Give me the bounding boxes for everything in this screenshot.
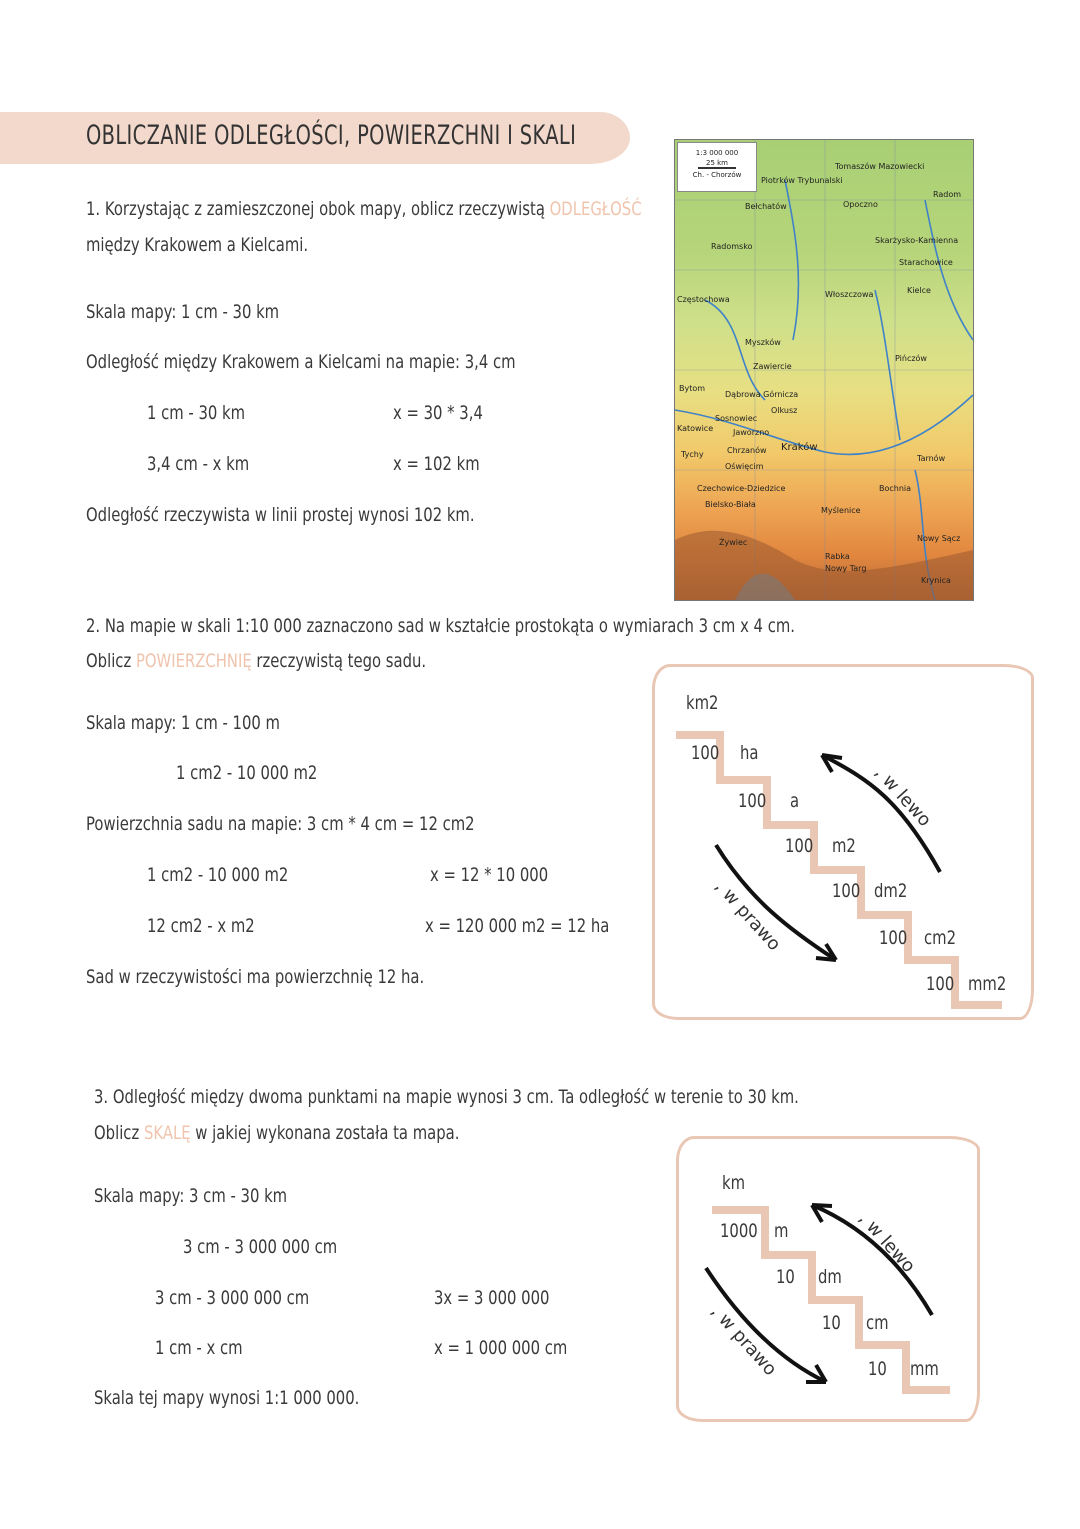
task3-conv: 3 cm - 3 000 000 cm — [183, 1236, 338, 1258]
map-graphics — [675, 140, 973, 600]
unit-mm: mm — [910, 1358, 939, 1380]
unit-ha: ha — [740, 742, 759, 764]
map-city: Nowy Sącz — [917, 534, 961, 543]
map-city: Opoczno — [843, 200, 878, 209]
task2-line1: 2. Na mapie w skali 1:10 000 zaznaczono sad w kształcie prostokąta o wymiarach 3 cm x 4 cm. — [86, 615, 795, 637]
task1-prop2-right: x = 102 km — [393, 453, 480, 475]
map-scale-ratio: 1:3 000 000 — [695, 149, 739, 157]
task1-line2: między Krakowem a Kielcami. — [86, 234, 309, 256]
task3-keyword: SKALĘ — [143, 1122, 191, 1144]
map-city: Bełchatów — [745, 202, 787, 211]
map-city: Sosnowiec — [715, 414, 758, 423]
task1-prop1-right: x = 30 * 3,4 — [393, 402, 483, 424]
label-right: , w prawo — [710, 875, 785, 956]
task3-line2 — [94, 1122, 459, 1144]
task3-text-a: Oblicz — [94, 1122, 140, 1144]
map-city: Dąbrowa Górnicza — [725, 390, 799, 399]
task3-prop2-right: x = 1 000 000 cm — [434, 1337, 568, 1359]
map-city: Myszków — [745, 338, 781, 347]
task3-scale: Skala mapy: 3 cm - 30 km — [94, 1185, 288, 1207]
map-city: Radom — [933, 190, 962, 199]
task3-prop2-left: 1 cm - x cm — [155, 1337, 243, 1359]
task1-scale: Skala mapy: 1 cm - 30 km — [86, 301, 280, 323]
task2-prop2-left: 12 cm2 - x m2 — [147, 915, 255, 937]
label-left: , w lewo — [870, 762, 936, 831]
factor: 100 — [879, 927, 908, 949]
task2-keyword: POWIERZCHNIĘ — [135, 650, 252, 672]
map-scale-bar: 25 km — [698, 159, 736, 169]
unit-km: km — [722, 1172, 746, 1194]
map-city: Jaworzno — [733, 428, 770, 437]
map-city: Częstochowa — [677, 295, 730, 304]
label-right: , w prawo — [706, 1300, 781, 1381]
task2-text-b: rzeczywistą tego sadu. — [256, 650, 427, 672]
physical-map — [674, 139, 974, 601]
map-city: Pińczów — [895, 354, 927, 363]
map-city: Starachowice — [899, 258, 953, 267]
map-city: Bytom — [679, 384, 706, 393]
task2-result: Sad w rzeczywistości ma powierzchnię 12 ha. — [86, 966, 425, 988]
task1-text: 1. Korzystając z zamieszczonej obok mapy, oblicz rzeczywistą — [86, 198, 545, 220]
map-city: Zawiercie — [753, 362, 792, 371]
map-city: Włoszczowa — [825, 290, 874, 299]
task2-map-area: Powierzchnia sadu na mapie: 3 cm * 4 cm = 12 cm2 — [86, 813, 475, 835]
factor: 100 — [691, 742, 720, 764]
map-city: Radomsko — [711, 242, 753, 251]
unit-m: m — [774, 1220, 789, 1242]
map-city: Piotrków Trybunalski — [761, 176, 843, 185]
map-city: Olkusz — [771, 406, 798, 415]
page-title: OBLICZANIE ODLEGŁOŚCI, POWIERZCHNI I SKALI — [86, 120, 577, 151]
factor: 10 — [776, 1266, 795, 1288]
factor: 10 — [868, 1358, 887, 1380]
map-city: Chrzanów — [727, 446, 767, 455]
unit-mm2: mm2 — [968, 973, 1007, 995]
task2-prop1-right: x = 12 * 10 000 — [430, 864, 549, 886]
map-city: Myślenice — [821, 506, 861, 515]
map-city: Żywiec — [719, 538, 748, 547]
task2-scale-sq: 1 cm2 - 10 000 m2 — [176, 762, 318, 784]
factor: 100 — [738, 790, 767, 812]
map-city-krakow: Kraków — [781, 442, 818, 453]
task3-text-b: w jakiej wykonana została ta mapa. — [195, 1122, 460, 1144]
factor: 100 — [832, 880, 861, 902]
task1-keyword: ODLEGŁOŚĆ — [549, 198, 642, 220]
task3-prop1-right: 3x = 3 000 000 — [434, 1287, 550, 1309]
map-legend — [677, 142, 757, 192]
map-city: Rabka — [825, 552, 850, 561]
map-city: Skarżysko-Kamienna — [875, 236, 959, 245]
map-city: Czechowice-Dziedzice — [697, 484, 786, 493]
task2-line2 — [86, 650, 426, 672]
map-abbrev: Ch. - Chorzów — [692, 171, 742, 179]
unit-dm2: dm2 — [874, 880, 908, 902]
map-city: Oświęcim — [725, 462, 764, 471]
unit-cm2: cm2 — [924, 927, 957, 949]
task1-prop2-left: 3,4 cm - x km — [147, 453, 250, 475]
factor: 100 — [926, 973, 955, 995]
map-city: Bochnia — [879, 484, 912, 493]
map-city: Tomaszów Mazowiecki — [835, 162, 925, 171]
factor: 10 — [822, 1312, 841, 1334]
task2-scale: Skala mapy: 1 cm - 100 m — [86, 712, 280, 734]
unit-a: a — [790, 790, 800, 812]
map-city: Katowice — [677, 424, 714, 433]
unit-m2: m2 — [832, 835, 856, 857]
task1-result: Odległość rzeczywista w linii prostej wynosi 102 km. — [86, 504, 475, 526]
task1-map-distance: Odległość między Krakowem a Kielcami na mapie: 3,4 cm — [86, 351, 516, 373]
task2-prop1-left: 1 cm2 - 10 000 m2 — [147, 864, 289, 886]
task3-line1: 3. Odległość między dwoma punktami na mapie wynosi 3 cm. Ta odległość w terenie to 30 km. — [94, 1086, 799, 1108]
unit-km2: km2 — [686, 692, 719, 714]
factor: 1000 — [720, 1220, 758, 1242]
unit-dm: dm — [818, 1266, 842, 1288]
unit-cm: cm — [866, 1312, 889, 1334]
task1-line1 — [86, 198, 642, 220]
map-city: Kielce — [907, 286, 931, 295]
task3-prop1-left: 3 cm - 3 000 000 cm — [155, 1287, 310, 1309]
task1-prop1-left: 1 cm - 30 km — [147, 402, 246, 424]
task3-result: Skala tej mapy wynosi 1:1 000 000. — [94, 1387, 360, 1409]
factor: 100 — [785, 835, 814, 857]
task2-text-a: Oblicz — [86, 650, 132, 672]
map-city: Tarnów — [917, 454, 946, 463]
map-city: Krynica — [921, 576, 951, 585]
map-city: Tychy — [681, 450, 704, 459]
task2-prop2-right: x = 120 000 m2 = 12 ha — [425, 915, 610, 937]
map-city: Bielsko-Biała — [705, 500, 756, 509]
map-city: Nowy Targ — [825, 564, 867, 573]
label-left: , w lewo — [854, 1208, 920, 1277]
